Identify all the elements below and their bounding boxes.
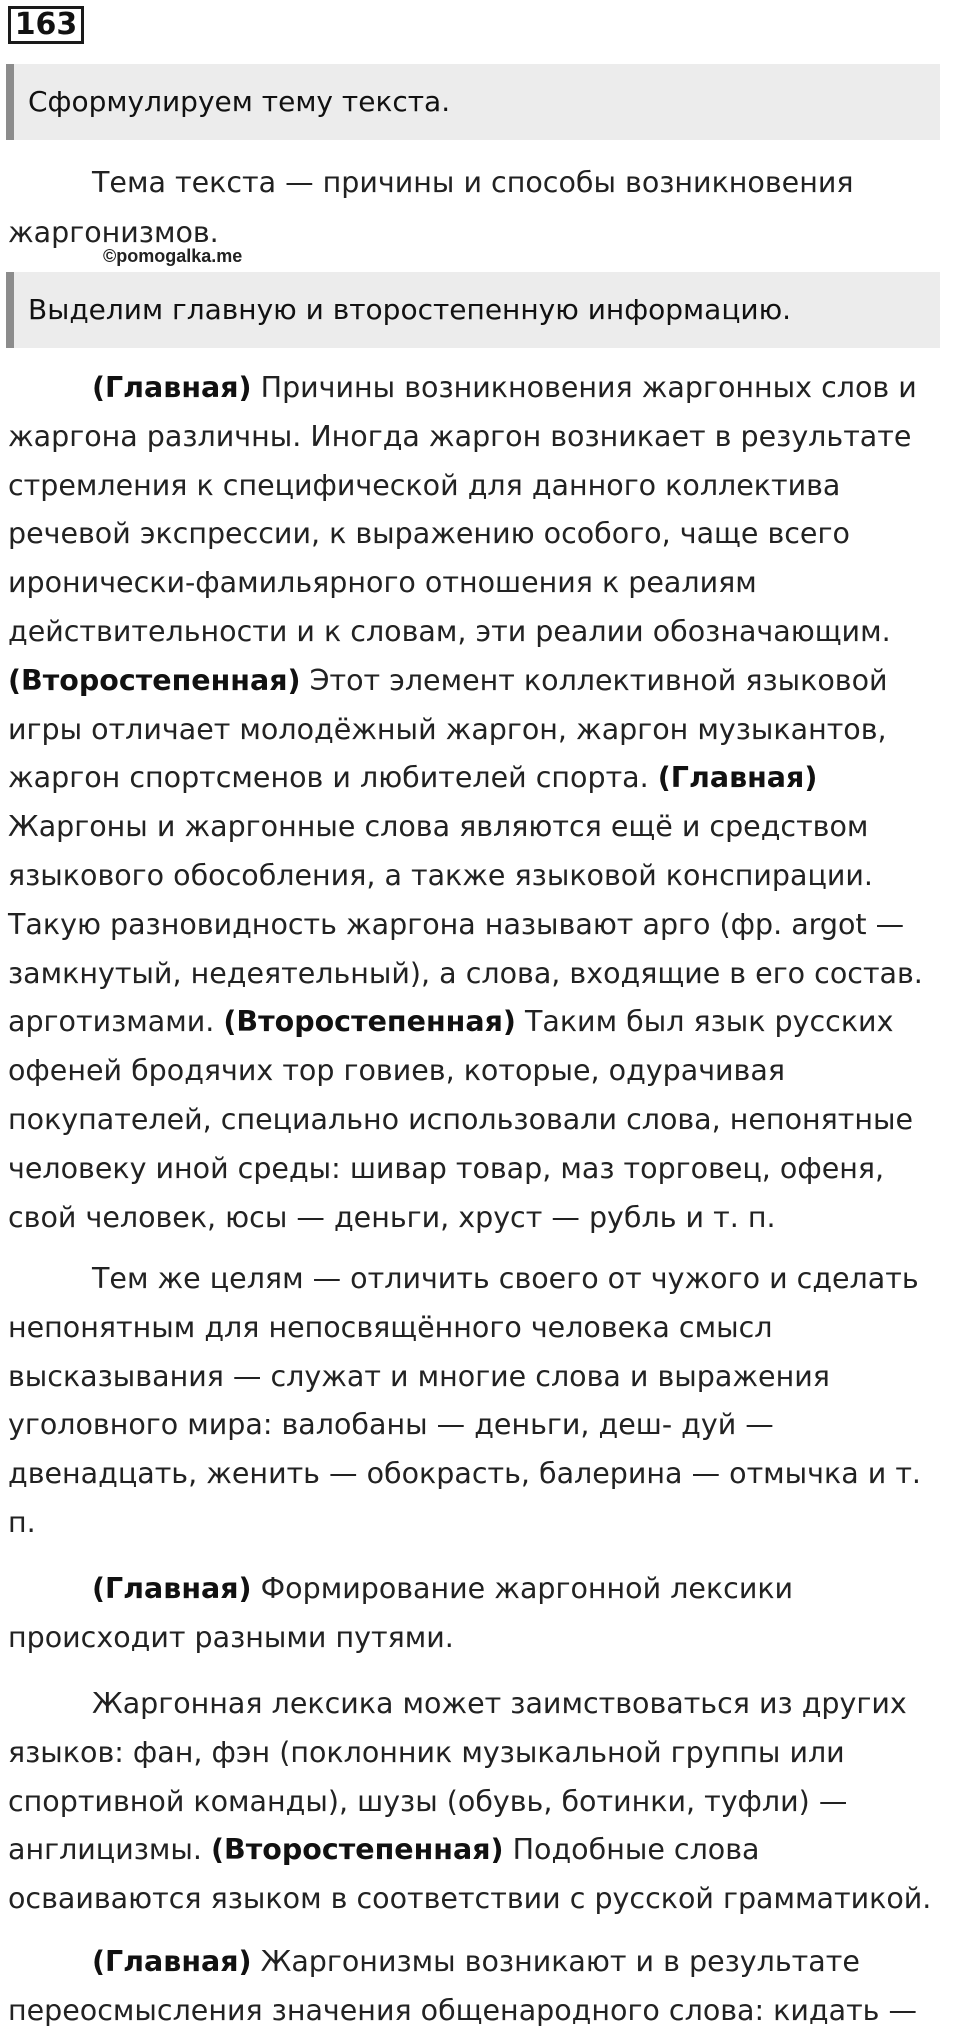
task-number-box: 163 (8, 6, 84, 44)
label-secondary: (Второстепенная) (223, 1005, 516, 1039)
label-secondary: (Второстепенная) (211, 1833, 504, 1867)
sentence-argot: Жаргоны и жаргонные слова являются ещё и средством языкового обособления, а также языковой конспирации. Такую разновидность жаргона называют арго (фр. argot — замкнутый, недеятельный), а слова, входящие в его состав. арготизмами. (8, 810, 923, 1039)
label-secondary: (Второстепенная) (8, 663, 301, 697)
criminal-jargon-paragraph: Тем же целям — отличить своего от чужого и сделать непонятным для непосвящённого человека смысл высказывания — служат и многие слова и выражения уголовного мира: валобаны — деньги, деш- дуй — двенадцать, женить — обокрасть, балерина — отмычка и т. п. (8, 1262, 921, 1539)
sentence-language-game: Этот элемент коллективной языковой игры отличает молодёжный жаргон, жаргон музыкантов, жаргон спортсменов и любителей спорта. (8, 663, 888, 795)
instruction-main-secondary: Выделим главную и второстепенную информацию. (6, 272, 940, 348)
reinterpretation-paragraph (8, 1938, 948, 2036)
sentence-formation: Формирование жаргонной лексики происходит разными путями. (8, 1572, 794, 1654)
borrowing-paragraph (8, 1680, 948, 1924)
theme-paragraph: Тема текста — причины и способы возникновения жаргонизмов. (8, 166, 854, 249)
label-main: (Главная) (92, 1572, 252, 1605)
instruction-formulate-theme: Сформулируем тему текста. (6, 64, 940, 140)
formation-paragraph (8, 1565, 948, 1663)
label-main: (Главная) (657, 761, 818, 795)
sentence-grammar: Подобные слова осваиваются языком в соответствии с русской грамматикой. (8, 1833, 932, 1916)
watermark-text: ©pomogalka.me (103, 246, 243, 266)
label-main: (Главная) (92, 1945, 252, 1978)
main-analysis-paragraph (8, 364, 948, 1242)
label-main: (Главная) (92, 371, 252, 404)
sentence-borrowing: Жаргонная лексика может заимствоваться из других языков: фан, фэн (поклонник музыкальной группы или спортивной команды), шузы (обувь, ботинки, туфли) — англицизмы. (8, 1687, 907, 1867)
sentence-reasons: Причины возникновения жаргонных слов и жаргона различны. Иногда жаргон возникает в результате стремления к специфической для данного коллектива речевой экспрессии, к выражению особого, чаще всего иронически-фамильярного отношения к реалиям действительности и к словам, эти реалии обозначающим. (8, 371, 917, 648)
sentence-ofeni: Таким был язык русских офеней бродячих тор говиев, которые, одурачивая покупателей, специально использовали слова, непонятные человеку иной среды: шивар товар, маз торговец, офеня, свой человек, юсы — деньги, хруст — рубль и т. п. (8, 1005, 914, 1234)
sentence-reinterpretation: Жаргонизмы возникают и в результате переосмысления значения общенародного слова: кидать — (8, 1945, 918, 2027)
